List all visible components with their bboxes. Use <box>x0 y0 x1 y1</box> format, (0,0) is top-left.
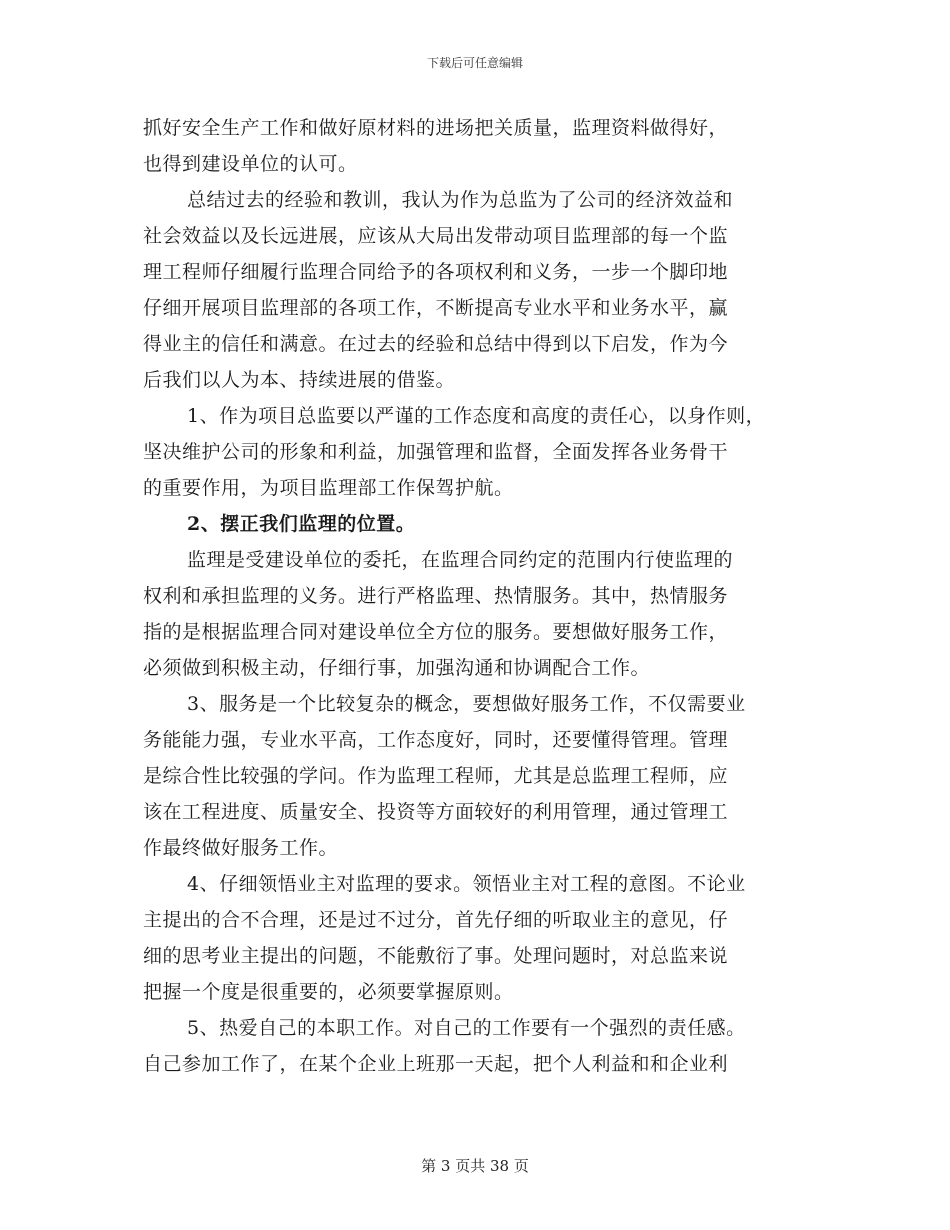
text-line: 1、作为项目总监要以严谨的工作态度和高度的责任心，以身作则， <box>187 405 766 427</box>
text-line: 务能能力强，专业水平高，工作态度好，同时，还要懂得管理。管理 <box>143 729 729 751</box>
page-header: 下载后可任意编辑 <box>426 56 523 70</box>
text-line: 理工程师仔细履行监理合同给予的各项权利和义务，一步一个脚印地 <box>143 261 729 283</box>
text-line: 总结过去的经验和教训，我认为作为总监为了公司的经济效益和 <box>187 189 734 211</box>
text-line: 得业主的信任和满意。在过去的经验和总结中得到以下启发，作为今 <box>143 333 729 355</box>
text-line: 抓好安全生产工作和做好原材料的进场把关质量，监理资料做得好， <box>143 117 729 139</box>
page-number: 第 3 页共 38 页 <box>421 1157 529 1175</box>
text-line: 坚决维护公司的形象和利益，加强管理和监督，全面发挥各业务骨干 <box>143 441 729 463</box>
text-line: 作最终做好服务工作。 <box>143 837 339 859</box>
text-line: 社会效益以及长远进展，应该从大局出发带动项目监理部的每一个监 <box>143 225 729 247</box>
text-line: 的重要作用，为项目监理部工作保驾护航。 <box>143 477 514 499</box>
text-line: 自己参加工作了，在某个企业上班那一天起，把个人利益和和企业利 <box>143 1053 729 1075</box>
text-line: 后我们以人为本、持续进展的借鉴。 <box>143 369 456 391</box>
text-line: 主提出的合不合理，还是过不过分，首先仔细的听取业主的意见，仔 <box>143 909 729 931</box>
text-line: 监理是受建设单位的委托，在监理合同约定的范围内行使监理的 <box>187 549 734 571</box>
text-line: 也得到建设单位的认可。 <box>143 153 358 175</box>
text-line: 权利和承担监理的义务。进行严格监理、热情服务。其中，热情服务 <box>143 585 729 607</box>
text-line: 5、热爱自己的本职工作。对自己的工作要有一个强烈的责任感。 <box>187 1017 746 1039</box>
text-line: 把握一个度是很重要的，必须要掌握原则。 <box>143 981 514 1003</box>
text-line: 仔细开展项目监理部的各项工作，不断提高专业水平和业务水平，赢 <box>143 297 729 319</box>
document-body <box>143 110 823 1082</box>
text-line: 细的思考业主提出的问题，不能敷衍了事。处理问题时，对总监来说 <box>143 945 729 967</box>
text-line: 该在工程进度、质量安全、投资等方面较好的利用管理，通过管理工 <box>143 801 729 823</box>
text-line: 4、仔细领悟业主对监理的要求。领悟业主对工程的意图。不论业 <box>187 873 746 895</box>
text-line: 指的是根据监理合同对建设单位全方位的服务。要想做好服务工作， <box>143 621 729 643</box>
text-line: 是综合性比较强的学问。作为监理工程师，尤其是总监理工程师，应 <box>143 765 729 787</box>
text-line: 必须做到积极主动，仔细行事，加强沟通和协调配合工作。 <box>143 657 651 679</box>
section-heading: 2、摆正我们监理的位置。 <box>187 513 416 535</box>
text-line: 3、服务是一个比较复杂的概念，要想做好服务工作，不仅需要业 <box>187 693 746 715</box>
